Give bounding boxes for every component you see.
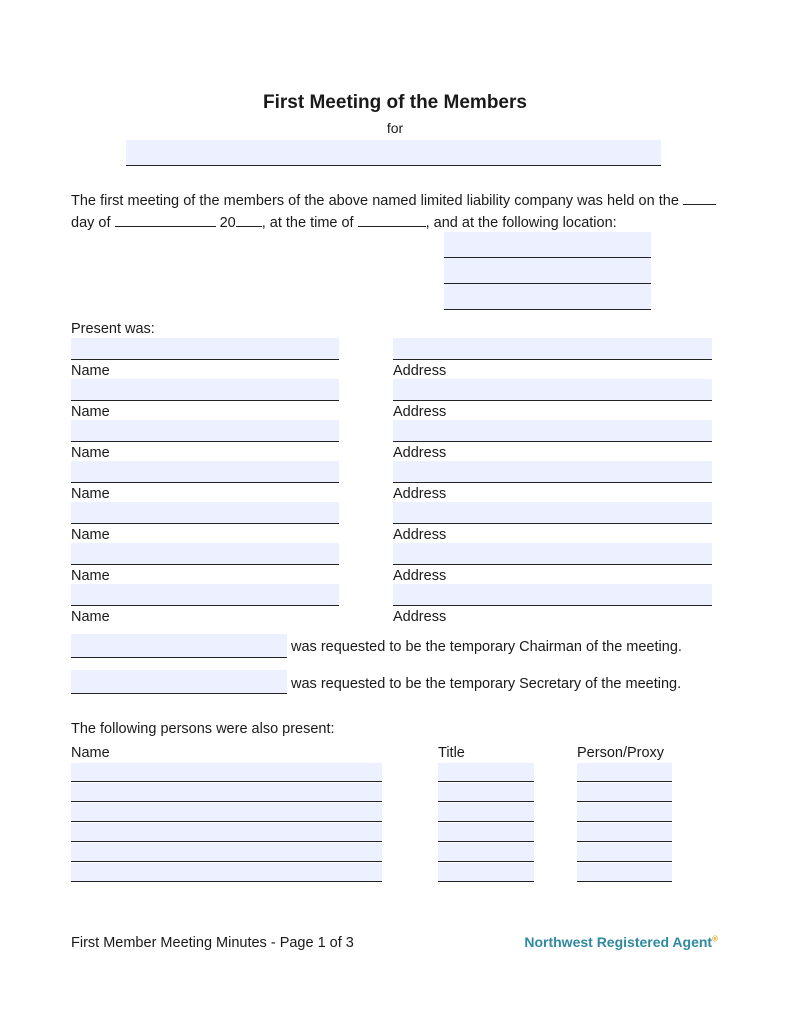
company-name-field[interactable] bbox=[126, 140, 661, 166]
present-address-field[interactable] bbox=[393, 420, 712, 442]
present-heading: Present was: bbox=[71, 321, 155, 337]
secretary-field[interactable] bbox=[71, 670, 287, 694]
present-address-field[interactable] bbox=[393, 379, 712, 401]
chairman-text: was requested to be the temporary Chairman of the meeting. bbox=[291, 639, 682, 655]
column-title-label: Title bbox=[438, 745, 465, 761]
present-address-field[interactable] bbox=[393, 584, 712, 606]
column-proxy-label: Person/Proxy bbox=[577, 745, 665, 761]
present-name-field[interactable] bbox=[71, 338, 339, 360]
address-label: Address bbox=[393, 404, 447, 420]
attendee-title-field[interactable] bbox=[438, 783, 534, 802]
address-label: Address bbox=[393, 609, 447, 625]
column-name-label: Name bbox=[71, 745, 110, 761]
address-label: Address bbox=[393, 527, 447, 543]
present-name-field[interactable] bbox=[71, 420, 339, 442]
for-label: for bbox=[386, 120, 404, 136]
attendee-proxy-field[interactable] bbox=[577, 803, 672, 822]
intro-text-2: day of bbox=[71, 215, 111, 231]
attendee-proxy-field[interactable] bbox=[577, 763, 672, 782]
address-label: Address bbox=[393, 363, 447, 379]
logo-text: Northwest Registered Agent bbox=[524, 934, 713, 950]
document-title: First Meeting of the Members bbox=[263, 92, 527, 113]
month-field[interactable] bbox=[115, 212, 216, 227]
attendee-title-field[interactable] bbox=[438, 863, 534, 882]
location-field-2[interactable] bbox=[444, 258, 651, 284]
attendee-title-field[interactable] bbox=[438, 843, 534, 862]
attendee-name-field[interactable] bbox=[71, 843, 382, 862]
present-name-field[interactable] bbox=[71, 502, 339, 524]
logo-mark: ® bbox=[712, 934, 718, 944]
attendee-name-field[interactable] bbox=[71, 803, 382, 822]
attendee-proxy-field[interactable] bbox=[577, 783, 672, 802]
attendee-title-field[interactable] bbox=[438, 803, 534, 822]
attendee-proxy-field[interactable] bbox=[577, 863, 672, 882]
present-name-field[interactable] bbox=[71, 584, 339, 606]
name-label: Name bbox=[71, 609, 110, 625]
address-label: Address bbox=[393, 568, 447, 584]
present-address-field[interactable] bbox=[393, 338, 712, 360]
name-label: Name bbox=[71, 568, 110, 584]
address-label: Address bbox=[393, 486, 447, 502]
location-field-3[interactable] bbox=[444, 284, 651, 310]
intro-text-4: , at the time of bbox=[261, 215, 354, 231]
attendee-name-field[interactable] bbox=[71, 823, 382, 842]
time-field[interactable] bbox=[358, 212, 426, 227]
intro-text-1: The first meeting of the members of the above named limited liability company was held on the bbox=[71, 193, 679, 209]
name-label: Name bbox=[71, 404, 110, 420]
also-present-heading: The following persons were also present: bbox=[71, 721, 335, 737]
attendee-name-field[interactable] bbox=[71, 763, 382, 782]
footer-page-label: First Member Meeting Minutes - Page 1 of 3 bbox=[71, 935, 354, 951]
present-name-field[interactable] bbox=[71, 461, 339, 483]
northwest-logo bbox=[524, 934, 718, 950]
present-name-field[interactable] bbox=[71, 543, 339, 565]
day-field[interactable] bbox=[683, 190, 716, 205]
attendee-name-field[interactable] bbox=[71, 783, 382, 802]
name-label: Name bbox=[71, 363, 110, 379]
intro-paragraph bbox=[71, 190, 716, 234]
chairman-field[interactable] bbox=[71, 634, 287, 658]
attendee-proxy-field[interactable] bbox=[577, 843, 672, 862]
intro-text-3: 20 bbox=[219, 215, 236, 231]
present-address-field[interactable] bbox=[393, 502, 712, 524]
year-field[interactable] bbox=[236, 212, 262, 227]
attendee-title-field[interactable] bbox=[438, 763, 534, 782]
intro-text-5: , and at the following location: bbox=[425, 215, 617, 231]
name-label: Name bbox=[71, 445, 110, 461]
attendee-proxy-field[interactable] bbox=[577, 823, 672, 842]
attendee-name-field[interactable] bbox=[71, 863, 382, 882]
secretary-text: was requested to be the temporary Secretary of the meeting. bbox=[291, 676, 682, 692]
location-field-1[interactable] bbox=[444, 232, 651, 258]
name-label: Name bbox=[71, 486, 110, 502]
name-label: Name bbox=[71, 527, 110, 543]
present-name-field[interactable] bbox=[71, 379, 339, 401]
present-address-field[interactable] bbox=[393, 461, 712, 483]
present-address-field[interactable] bbox=[393, 543, 712, 565]
address-label: Address bbox=[393, 445, 447, 461]
attendee-title-field[interactable] bbox=[438, 823, 534, 842]
